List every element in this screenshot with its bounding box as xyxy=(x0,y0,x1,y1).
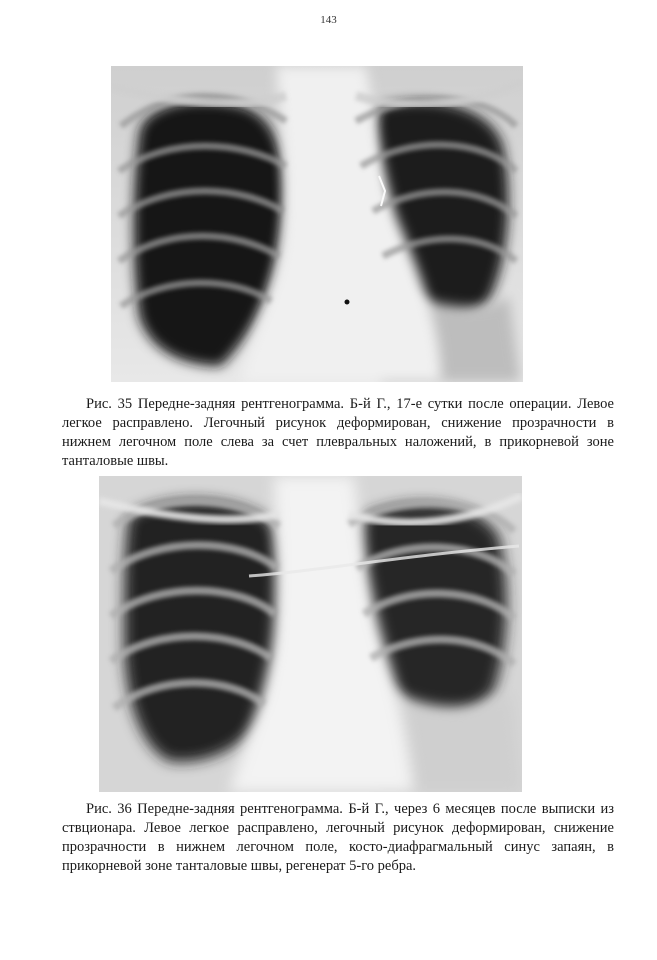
figure-35-caption: Рис. 35 Передне-задняя рентгенограмма. Б-й Г., 17-е сутки после операции. Левое легкое расправлено. Легочный рисунок деформирован, снижение прозрачности в нижнем легочном поле слева за счет плевральных наложений, в прикорневой зоне танталовые швы. xyxy=(62,396,614,469)
chest-xray-36-image xyxy=(99,476,522,792)
page-number: 143 xyxy=(320,14,337,26)
chest-xray-35-image xyxy=(111,66,523,382)
figure-36-caption: Рис. 36 Передне-задняя рентгенограмма. Б-й Г., через 6 месяцев после выписки из ствционара. Левое легкое расправлено, легочный рисунок деформирован, снижение прозрачности в нижнем легочном поле, косто-диафрагмальный синус запаян, в прикорневой зоне танталовые швы, регенерат 5-го ребра. xyxy=(62,801,614,874)
